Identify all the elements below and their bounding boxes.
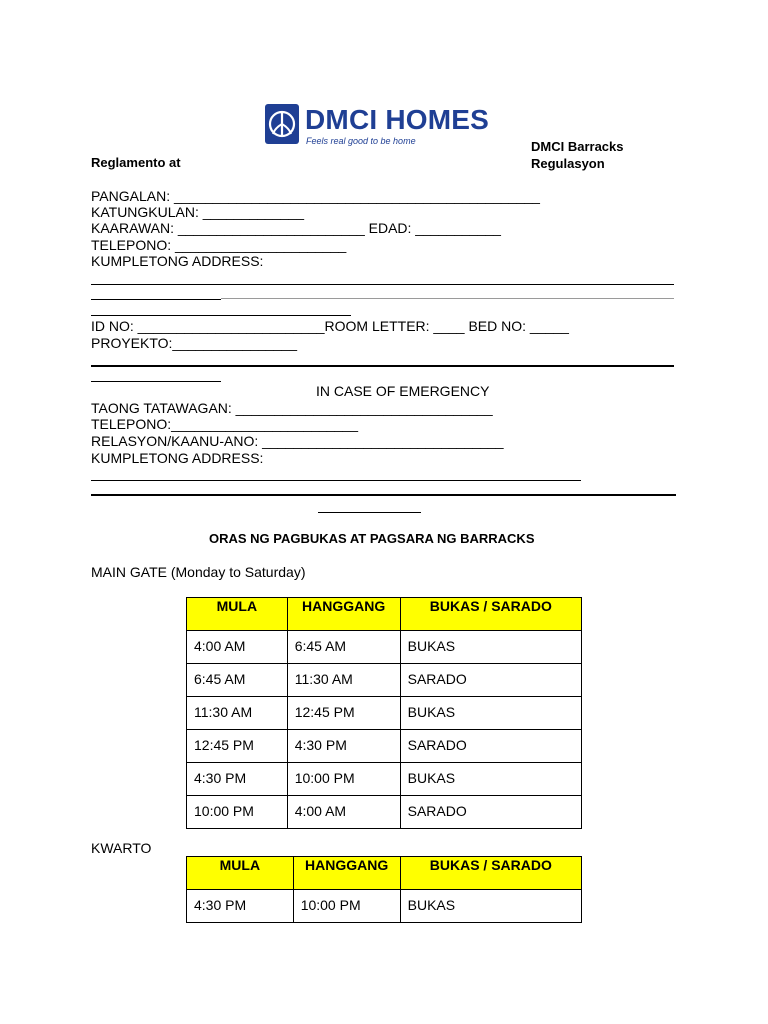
table-row	[187, 631, 582, 664]
header-bukas-sarado: BUKAS / SARADO	[400, 598, 581, 631]
address-line-2a	[91, 299, 221, 300]
hanggang-cell: 11:30 AM	[287, 664, 400, 697]
emergency-heading: IN CASE OF EMERGENCY	[316, 383, 490, 399]
logo-tagline: Feels real good to be home	[306, 136, 416, 146]
hanggang-cell: 10:00 PM	[293, 890, 400, 923]
header-bukas-sarado: BUKAS / SARADO	[400, 857, 581, 890]
relasyon-field: RELASYON/KAANU-ANO: _______________________________	[91, 433, 504, 449]
doc-title-right-line2: Regulasyon	[531, 156, 605, 171]
table-header-row	[187, 598, 582, 631]
emergency-address-label: KUMPLETONG ADDRESS:	[91, 450, 264, 466]
status-cell: SARADO	[400, 664, 581, 697]
address-line-1	[91, 284, 674, 285]
emergency-address-line-1	[91, 480, 581, 481]
taong-tatawagan-field: TAONG TATAWAGAN: _________________________________	[91, 400, 493, 416]
emergency-telepono-field: TELEPONO:________________________	[91, 416, 358, 432]
hanggang-cell: 4:00 AM	[287, 796, 400, 829]
table-row	[187, 890, 582, 923]
doc-title-right-line1: DMCI Barracks	[531, 139, 624, 154]
table-row	[187, 664, 582, 697]
hanggang-cell: 6:45 AM	[287, 631, 400, 664]
kwarto-table	[186, 856, 582, 923]
main-gate-table	[186, 597, 582, 829]
table-row	[187, 796, 582, 829]
header-hanggang: HANGGANG	[293, 857, 400, 890]
separator-line-1	[91, 365, 674, 367]
main-gate-label: MAIN GATE (Monday to Saturday)	[91, 564, 306, 580]
id-room-bed-field: ID NO: ________________________ROOM LETTER: ____ BED NO: _____	[91, 318, 569, 334]
mula-cell: 4:30 PM	[187, 763, 288, 796]
mula-cell: 10:00 PM	[187, 796, 288, 829]
telepono-field: TELEPONO: ______________________	[91, 237, 347, 253]
proyekto-field: PROYEKTO:________________	[91, 335, 298, 351]
hanggang-cell: 4:30 PM	[287, 730, 400, 763]
schedule-title: ORAS NG PAGBUKAS AT PAGSARA NG BARRACKS	[209, 531, 535, 546]
emergency-address-line-2	[91, 494, 676, 496]
status-cell: BUKAS	[400, 763, 581, 796]
katungkulan-field: KATUNGKULAN: _____________	[91, 204, 304, 220]
header-mula: MULA	[187, 857, 294, 890]
table-row	[187, 730, 582, 763]
mula-cell: 11:30 AM	[187, 697, 288, 730]
status-cell: SARADO	[400, 730, 581, 763]
logo-brand-text: DMCI HOMES	[305, 104, 489, 135]
status-cell: BUKAS	[400, 631, 581, 664]
table-row	[187, 763, 582, 796]
dmci-homes-logo	[265, 104, 510, 148]
header-mula: MULA	[187, 598, 288, 631]
address-line-2b	[221, 298, 674, 299]
status-cell: SARADO	[400, 796, 581, 829]
separator-line-2	[91, 381, 221, 382]
mula-cell: 4:30 PM	[187, 890, 294, 923]
hanggang-cell: 12:45 PM	[287, 697, 400, 730]
kwarto-label: KWARTO	[91, 840, 152, 856]
status-cell: BUKAS	[400, 890, 581, 923]
mula-cell: 4:00 AM	[187, 631, 288, 664]
mula-cell: 12:45 PM	[187, 730, 288, 763]
emergency-address-line-3	[318, 512, 421, 513]
kaarawan-edad-field: KAARAWAN: ________________________ EDAD: ___________	[91, 220, 501, 236]
dmci-logo-icon	[265, 104, 299, 144]
doc-title-left: Reglamento at	[91, 155, 181, 170]
header-hanggang: HANGGANG	[287, 598, 400, 631]
kumpletong-address-label: KUMPLETONG ADDRESS:	[91, 253, 264, 269]
table-row	[187, 697, 582, 730]
status-cell: BUKAS	[400, 697, 581, 730]
table-header-row	[187, 857, 582, 890]
mula-cell: 6:45 AM	[187, 664, 288, 697]
hanggang-cell: 10:00 PM	[287, 763, 400, 796]
address-line-3	[91, 315, 351, 316]
pangalan-field: PANGALAN: _______________________________________________	[91, 188, 540, 204]
